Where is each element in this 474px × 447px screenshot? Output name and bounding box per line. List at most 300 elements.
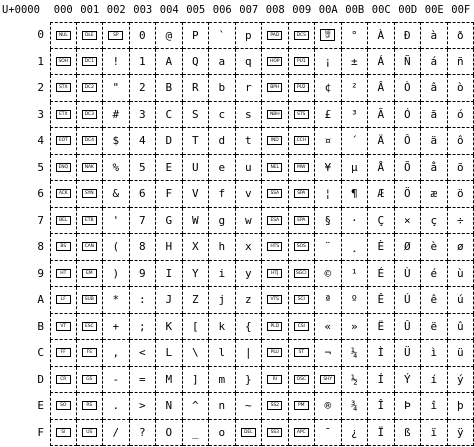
char-glyph: d — [218, 134, 226, 148]
char-cell — [209, 155, 236, 182]
char-cell — [156, 340, 183, 367]
char-cell — [183, 102, 210, 129]
char-glyph: ø — [456, 240, 464, 254]
row-header: 1 — [37, 54, 44, 68]
char-cell — [262, 128, 289, 155]
char-cell — [209, 367, 236, 394]
char-cell — [130, 49, 157, 76]
char-glyph: ÿ — [456, 425, 464, 439]
char-cell — [289, 287, 316, 314]
control-char-box: EM — [82, 269, 97, 278]
control-char-box: SHY — [320, 375, 335, 384]
char-glyph: â — [430, 81, 438, 95]
char-glyph: ¯ — [324, 425, 332, 439]
char-cell — [130, 287, 157, 314]
char-glyph: Õ — [403, 160, 411, 174]
char-cell — [315, 340, 342, 367]
char-glyph: Û — [403, 319, 411, 333]
char-cell — [209, 128, 236, 155]
column-header: 005 — [186, 4, 206, 16]
char-cell — [103, 393, 130, 420]
control-char-box: NAK — [82, 163, 97, 172]
char-cell — [395, 75, 422, 102]
control-char-box: NBH — [267, 110, 282, 119]
char-cell — [395, 367, 422, 394]
char-glyph: e — [218, 160, 226, 174]
char-cell — [262, 75, 289, 102]
char-cell — [315, 155, 342, 182]
char-glyph: Y — [191, 266, 199, 280]
char-cell — [448, 75, 474, 102]
char-glyph: ± — [350, 54, 358, 68]
char-glyph: ¹ — [350, 266, 358, 280]
char-glyph: · — [350, 213, 358, 227]
char-glyph: G — [165, 213, 173, 227]
char-cell — [315, 102, 342, 129]
char-cell — [395, 420, 422, 447]
char-cell — [315, 234, 342, 261]
row-header: 8 — [37, 240, 44, 253]
char-cell — [209, 49, 236, 76]
char-cell — [183, 367, 210, 394]
control-char-box: SYN — [82, 189, 97, 198]
char-glyph: m — [218, 372, 226, 386]
control-char-box: PU1 — [294, 57, 309, 66]
char-glyph: ¦ — [324, 187, 332, 201]
char-cell — [103, 155, 130, 182]
char-cell — [77, 49, 104, 76]
char-glyph: 8 — [138, 240, 146, 254]
char-glyph: h — [218, 240, 226, 254]
char-glyph: # — [112, 107, 120, 121]
char-glyph: ö — [456, 187, 464, 201]
char-cell — [156, 420, 183, 447]
char-glyph: ç — [430, 213, 438, 227]
char-cell — [448, 128, 474, 155]
char-cell — [289, 181, 316, 208]
char-glyph: × — [403, 213, 411, 227]
char-glyph: + — [112, 319, 120, 333]
char-glyph: ú — [456, 293, 464, 307]
char-cell — [236, 420, 263, 447]
char-cell — [315, 314, 342, 341]
char-cell — [130, 340, 157, 367]
row-header: 3 — [37, 107, 44, 121]
char-glyph: ° — [350, 28, 358, 42]
char-glyph: Ð — [403, 28, 411, 42]
char-glyph: ì — [430, 346, 438, 360]
char-cell — [130, 181, 157, 208]
column-header: 004 — [159, 4, 179, 16]
char-glyph: ¬ — [324, 346, 332, 360]
control-char-box: SSA — [267, 189, 282, 198]
char-cell — [236, 75, 263, 102]
char-glyph: I — [165, 266, 173, 280]
control-char-box: OSC — [294, 375, 309, 384]
char-cell — [50, 340, 77, 367]
char-cell — [130, 261, 157, 288]
char-cell — [315, 208, 342, 235]
char-cell — [421, 128, 448, 155]
char-cell — [448, 49, 474, 76]
char-cell — [395, 261, 422, 288]
char-glyph: w — [244, 213, 252, 227]
char-cell — [342, 340, 369, 367]
char-cell — [50, 155, 77, 182]
char-glyph: = — [138, 372, 146, 386]
char-cell — [236, 287, 263, 314]
char-cell — [183, 314, 210, 341]
char-glyph: ¢ — [324, 81, 332, 95]
char-cell — [262, 367, 289, 394]
char-glyph: 6 — [138, 187, 146, 201]
control-char-box: NUL — [56, 31, 71, 40]
control-char-box: STX — [56, 83, 71, 92]
char-cell — [342, 287, 369, 314]
row-header: C — [37, 346, 44, 359]
char-cell — [183, 49, 210, 76]
char-cell — [448, 208, 474, 235]
control-char-box: SUB — [82, 295, 97, 304]
char-glyph: æ — [430, 187, 438, 201]
char-cell — [342, 102, 369, 129]
char-cell — [103, 128, 130, 155]
row-header: A — [37, 293, 44, 306]
char-cell — [262, 234, 289, 261]
char-glyph: ¼ — [350, 346, 358, 360]
char-glyph: u — [244, 160, 252, 174]
char-glyph: 1 — [138, 54, 146, 68]
char-cell — [77, 367, 104, 394]
control-char-box: NB SP — [320, 29, 335, 41]
char-glyph: ½ — [350, 372, 358, 386]
char-cell — [315, 261, 342, 288]
char-cell — [289, 128, 316, 155]
char-glyph: Ç — [377, 213, 385, 227]
char-glyph: v — [244, 187, 252, 201]
char-glyph: Ö — [403, 187, 411, 201]
char-cell — [368, 181, 395, 208]
char-glyph: p — [244, 28, 252, 42]
char-cell — [236, 340, 263, 367]
char-cell — [236, 367, 263, 394]
char-glyph: s — [244, 107, 252, 121]
char-glyph: % — [112, 160, 120, 174]
char-glyph: { — [244, 319, 252, 333]
char-glyph: Ä — [377, 134, 385, 148]
char-glyph: ã — [430, 107, 438, 121]
char-cell — [183, 208, 210, 235]
control-char-box: CCH — [294, 136, 309, 145]
column-header: 007 — [239, 4, 259, 16]
char-cell — [448, 155, 474, 182]
char-cell — [448, 393, 474, 420]
row-header: 0 — [37, 28, 44, 41]
char-glyph: 5 — [138, 160, 146, 174]
char-cell — [77, 340, 104, 367]
char-glyph: ë — [430, 319, 438, 333]
row-header: B — [37, 319, 44, 333]
char-cell — [315, 128, 342, 155]
char-glyph: ¾ — [350, 399, 358, 413]
char-cell — [50, 367, 77, 394]
char-cell — [315, 22, 342, 49]
char-glyph: ó — [456, 107, 464, 121]
char-cell — [50, 208, 77, 235]
char-glyph: á — [430, 54, 438, 68]
char-glyph: F — [165, 187, 173, 201]
control-char-box: DC1 — [82, 57, 97, 66]
char-cell — [103, 287, 130, 314]
char-cell — [156, 393, 183, 420]
char-glyph: ÷ — [456, 213, 464, 227]
char-glyph: 9 — [138, 266, 146, 280]
char-glyph: ß — [403, 425, 411, 439]
char-glyph: É — [377, 266, 385, 280]
char-glyph: ] — [191, 372, 199, 386]
char-cell — [368, 314, 395, 341]
char-cell — [368, 49, 395, 76]
char-glyph: & — [112, 187, 120, 201]
char-cell — [156, 287, 183, 314]
char-cell — [50, 181, 77, 208]
char-cell — [395, 49, 422, 76]
column-header: 00A — [318, 4, 338, 16]
char-cell — [183, 75, 210, 102]
control-char-box: DC2 — [82, 83, 97, 92]
char-cell — [315, 49, 342, 76]
control-char-box: DLE — [82, 31, 97, 40]
char-cell — [395, 393, 422, 420]
char-cell — [50, 75, 77, 102]
char-cell — [77, 102, 104, 129]
char-glyph: Ì — [377, 346, 385, 360]
char-cell — [315, 367, 342, 394]
char-cell — [368, 128, 395, 155]
column-header: 00F — [451, 4, 471, 16]
column-header: 003 — [133, 4, 153, 16]
control-char-box: SOS — [294, 242, 309, 251]
char-cell — [421, 102, 448, 129]
char-glyph: ³ — [350, 107, 358, 121]
char-cell — [395, 22, 422, 49]
char-cell — [342, 75, 369, 102]
char-cell — [103, 102, 130, 129]
char-glyph: - — [112, 372, 120, 386]
char-glyph: Â — [377, 81, 385, 95]
char-cell — [103, 75, 130, 102]
char-cell — [130, 75, 157, 102]
char-cell — [289, 261, 316, 288]
char-cell — [421, 420, 448, 447]
control-char-box: DC3 — [82, 110, 97, 119]
char-cell — [209, 181, 236, 208]
control-char-box: ESC — [82, 322, 97, 331]
char-cell — [342, 181, 369, 208]
char-glyph: : — [138, 293, 146, 307]
char-glyph: Þ — [403, 399, 411, 413]
control-char-box: SO — [56, 401, 71, 410]
column-header: 000 — [53, 4, 73, 16]
control-char-box: DCS — [294, 31, 309, 40]
char-cell — [342, 208, 369, 235]
char-cell — [50, 102, 77, 129]
char-glyph: N — [165, 399, 173, 413]
char-glyph: Z — [191, 293, 199, 307]
char-cell — [77, 22, 104, 49]
char-glyph: ´ — [350, 134, 358, 148]
char-cell — [50, 49, 77, 76]
char-glyph: z — [244, 293, 252, 307]
char-glyph: ¶ — [350, 187, 358, 201]
control-char-box: SS3 — [267, 428, 282, 437]
char-glyph: ý — [456, 372, 464, 386]
char-cell — [77, 393, 104, 420]
char-glyph: þ — [456, 399, 464, 413]
char-cell — [183, 420, 210, 447]
char-glyph: E — [165, 160, 173, 174]
char-cell — [156, 234, 183, 261]
char-cell — [130, 234, 157, 261]
char-cell — [368, 287, 395, 314]
char-cell — [209, 420, 236, 447]
row-header: D — [37, 372, 44, 386]
char-glyph: ä — [430, 134, 438, 148]
control-char-box: GS — [82, 375, 97, 384]
control-char-box: ETB — [82, 216, 97, 225]
char-glyph: î — [430, 399, 438, 413]
char-cell — [156, 128, 183, 155]
row-header: E — [37, 399, 44, 412]
char-cell — [103, 49, 130, 76]
char-cell — [368, 75, 395, 102]
char-cell — [395, 340, 422, 367]
char-glyph: ê — [430, 293, 438, 307]
char-cell — [183, 234, 210, 261]
char-cell — [395, 155, 422, 182]
char-cell — [156, 22, 183, 49]
char-cell — [368, 340, 395, 367]
char-glyph: ð — [456, 28, 464, 42]
char-glyph: ¨ — [324, 240, 332, 254]
row-header: F — [37, 425, 44, 439]
char-glyph: W — [191, 213, 199, 227]
char-glyph: > — [138, 399, 146, 413]
char-glyph: O — [165, 425, 173, 439]
char-glyph: @ — [165, 28, 173, 42]
char-cell — [289, 420, 316, 447]
char-cell — [421, 22, 448, 49]
char-glyph: g — [218, 213, 226, 227]
char-glyph: S — [191, 107, 199, 121]
char-cell — [262, 22, 289, 49]
char-glyph: Ú — [403, 293, 411, 307]
char-glyph: j — [218, 293, 226, 307]
char-cell — [315, 420, 342, 447]
row-header: 4 — [37, 134, 44, 147]
char-cell — [368, 234, 395, 261]
char-glyph: ¤ — [324, 134, 332, 148]
char-cell — [421, 314, 448, 341]
char-glyph: º — [350, 293, 358, 307]
char-cell — [183, 340, 210, 367]
char-cell — [77, 287, 104, 314]
char-glyph: Á — [377, 54, 385, 68]
char-glyph: ô — [456, 134, 464, 148]
char-cell — [262, 314, 289, 341]
char-cell — [209, 287, 236, 314]
table-origin-label: U+0000 — [2, 4, 40, 16]
control-char-box: RI — [267, 375, 282, 384]
char-glyph: Ù — [403, 266, 411, 280]
char-cell — [183, 393, 210, 420]
char-cell — [103, 22, 130, 49]
char-cell — [103, 367, 130, 394]
char-cell — [130, 208, 157, 235]
char-glyph: 7 — [138, 213, 146, 227]
char-glyph: Ñ — [403, 54, 411, 68]
char-glyph: Ü — [403, 346, 411, 360]
char-cell — [421, 261, 448, 288]
char-cell — [315, 181, 342, 208]
char-glyph: û — [456, 319, 464, 333]
char-glyph: q — [244, 54, 252, 68]
char-glyph: § — [324, 213, 332, 227]
control-char-box: SOH — [56, 57, 71, 66]
char-cell — [156, 155, 183, 182]
char-glyph: 0 — [138, 28, 146, 42]
char-cell — [342, 420, 369, 447]
char-cell — [289, 314, 316, 341]
char-cell — [315, 393, 342, 420]
row-header: 5 — [37, 160, 44, 174]
char-glyph: Ó — [403, 107, 411, 121]
char-cell — [342, 155, 369, 182]
control-char-box: NEL — [267, 163, 282, 172]
char-glyph: ^ — [191, 399, 199, 413]
control-char-box: PU2 — [294, 83, 309, 92]
char-cell — [77, 420, 104, 447]
char-cell — [395, 314, 422, 341]
char-glyph: l — [218, 346, 226, 360]
char-cell — [368, 208, 395, 235]
char-glyph: © — [324, 266, 332, 280]
char-glyph: r — [244, 81, 252, 95]
control-char-box: HOP — [267, 57, 282, 66]
char-cell — [103, 314, 130, 341]
control-char-box: US — [82, 428, 97, 437]
char-cell — [342, 22, 369, 49]
char-glyph: ; — [138, 319, 146, 333]
char-cell — [342, 49, 369, 76]
char-cell — [289, 22, 316, 49]
char-cell — [236, 49, 263, 76]
char-cell — [315, 287, 342, 314]
char-glyph: ) — [112, 266, 120, 280]
char-cell — [183, 128, 210, 155]
char-glyph: k — [218, 319, 226, 333]
char-cell — [50, 234, 77, 261]
char-cell — [236, 234, 263, 261]
char-cell — [236, 22, 263, 49]
char-glyph: i — [218, 266, 226, 280]
char-cell — [183, 181, 210, 208]
char-cell — [395, 234, 422, 261]
control-char-box: HT — [56, 269, 71, 278]
char-glyph: õ — [456, 160, 464, 174]
char-cell — [368, 22, 395, 49]
char-glyph: Æ — [377, 187, 385, 201]
